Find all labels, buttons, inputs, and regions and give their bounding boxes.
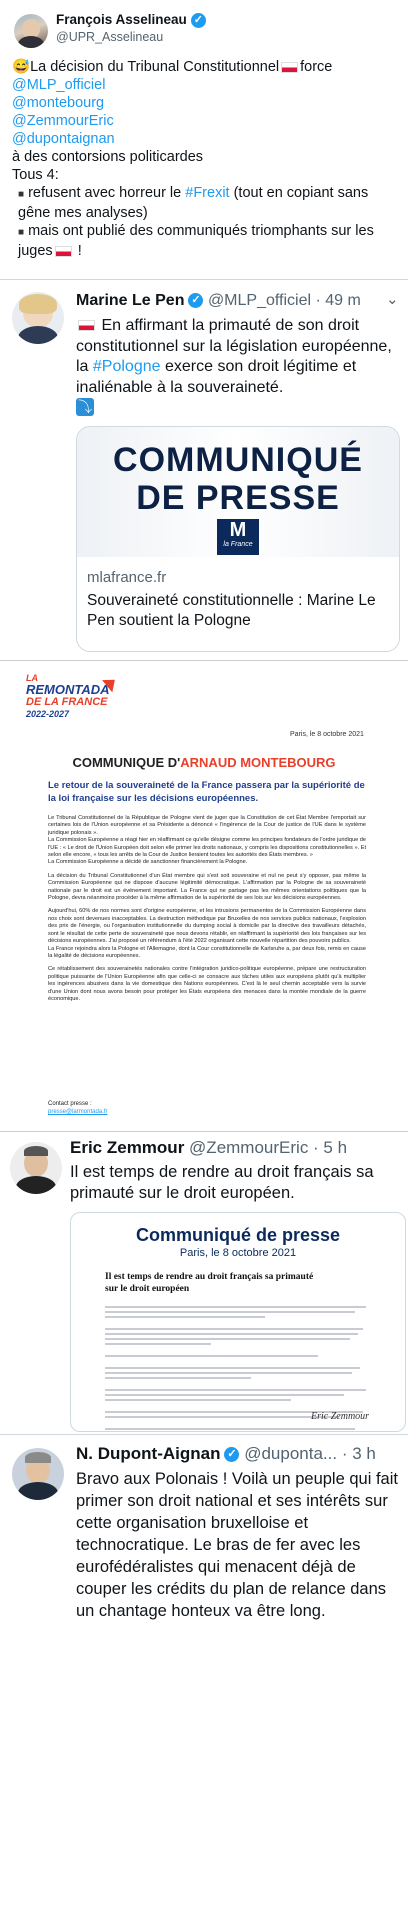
- tweet-text: Bravo aux Polonais ! Voilà un peuple qui fait primer son droit national et ses intérêts sur cette organisation bruxelloise et technocratique. Le bras de fer avec les eurofédéralistes qui menacent déjà de couper les crédits du plan de relance dans un chantage honteux va être long.: [76, 1470, 398, 1620]
- bullet-icon: ■: [18, 189, 25, 200]
- arrow-down-right-icon: ⤵: [78, 399, 92, 415]
- card-title-line2: DE PRESSE: [136, 479, 340, 517]
- tweet-text: refusent avec horreur le: [28, 185, 186, 201]
- doc-lead: Le retour de la souveraineté de la France passera par la supériorité de la loi française sur les décisions européennes.: [48, 780, 365, 804]
- attached-press-image[interactable]: [70, 1212, 406, 1432]
- tweet-text: La décision du Tribunal Constitutionnel: [30, 59, 280, 75]
- sweat-emoji-icon: 😅: [12, 59, 31, 75]
- author-name[interactable]: Marine Le Pen: [76, 292, 185, 309]
- tweet-text: (tout en copiant sans gêne mes analyses): [18, 185, 369, 221]
- tweet-text: Il est temps de rendre au droit français sa primauté sur le droit européen.: [70, 1163, 374, 1202]
- author-name[interactable]: François Asselineau: [56, 12, 187, 27]
- tweet-body: [76, 316, 398, 398]
- press-title: Communiqué de presse: [135, 1225, 341, 1245]
- card-title-line1: COMMUNIQUÉ: [113, 441, 363, 479]
- doc-contact-label: Contact presse :: [48, 1101, 92, 1107]
- tweet-time[interactable]: · 49 m: [315, 292, 361, 309]
- bullet-1: [12, 184, 398, 222]
- tweet-zemmour[interactable]: [0, 1132, 408, 1432]
- avatar-zemmour[interactable]: [10, 1142, 62, 1194]
- verified-icon: ✓: [224, 1447, 239, 1462]
- author-handle[interactable]: @UPR_Asselineau: [56, 30, 164, 44]
- tweet-text: mais ont publié des communiqués triomphants sur les juges: [18, 223, 374, 259]
- hashtag-pologne[interactable]: #Pologne: [92, 358, 161, 375]
- mention-zemmour[interactable]: @ZemmourEric: [12, 113, 114, 129]
- tweet-asselineau[interactable]: [0, 0, 408, 280]
- author-name[interactable]: N. Dupont-Aignan: [76, 1444, 221, 1463]
- doc-heading: COMMUNIQUE D'ARNAUD MONTEBOURG: [72, 755, 336, 770]
- doc-contact-email[interactable]: presse@larmontada.fr: [48, 1109, 108, 1115]
- press-heading: Il est temps de rendre au droit français sa primauté sur le droit européen: [105, 1272, 314, 1294]
- tweet-dupont-aignan[interactable]: [0, 1436, 408, 1916]
- more-icon[interactable]: ⌄: [386, 291, 399, 308]
- poland-flag-icon: [281, 62, 298, 73]
- avatar-asselineau[interactable]: [14, 14, 48, 48]
- press-date: Paris, le 8 octobre 2021: [179, 1247, 297, 1259]
- verified-icon: ✓: [191, 13, 206, 28]
- tweet-text: force: [300, 59, 333, 75]
- mention-mlp[interactable]: @MLP_officiel: [12, 77, 106, 93]
- doc-date: Paris, le 8 octobre 2021: [290, 731, 364, 738]
- tweet-text: !: [73, 243, 82, 259]
- card-headline: Souveraineté constitutionnelle : Marine Le Pen soutient la Pologne: [87, 592, 376, 629]
- rn-logo-icon: M la France: [217, 519, 259, 555]
- link-card[interactable]: [76, 426, 400, 652]
- avatar-dupont-aignan[interactable]: [12, 1448, 64, 1500]
- tweet-time[interactable]: · 3 h: [341, 1444, 376, 1463]
- tweet-text: exerce son droit légitime et inaliénable à la souveraineté.: [76, 358, 357, 396]
- author-handle[interactable]: @ZemmourEric: [189, 1138, 309, 1157]
- bullet-icon: ■: [18, 227, 25, 238]
- tweet-text: à des contorsions politicardes: [12, 149, 204, 165]
- text-line-1: [12, 58, 398, 76]
- poland-flag-icon: [78, 320, 95, 331]
- remontada-logo: LA REMONTADA DE LA FRANCE 2022-2027: [26, 673, 116, 731]
- tweet-time[interactable]: · 5 h: [313, 1138, 348, 1157]
- link-card-image: [77, 427, 399, 557]
- hashtag-frexit[interactable]: #Frexit: [185, 185, 230, 201]
- tweet-body: [12, 58, 398, 260]
- mention-montebourg[interactable]: @montebourg: [12, 95, 105, 111]
- mention-dupontaignan[interactable]: @dupontaignan: [12, 131, 115, 147]
- avatar-marine-le-pen[interactable]: [12, 292, 64, 344]
- card-domain: mlafrance.fr: [87, 569, 167, 586]
- bullet-2: [12, 222, 398, 260]
- press-signature: Eric Zemmour: [311, 1411, 370, 1422]
- author-handle[interactable]: @duponta...: [244, 1444, 338, 1463]
- tweet-text: Tous 4:: [12, 167, 59, 183]
- author-name[interactable]: Eric Zemmour: [70, 1138, 185, 1157]
- doc-body: Le Tribunal Constitutionnel de la République de Pologne vient de juger que la Constitution de cet État Membre l'emportait sur certaines lois de l'Union européenne et sa Présidente a dénoncé « l'ingérence de la Cour de justice de l'UE dans le système juridique polonais ». La Commission Européenne a réagi hier en réaffirmant ce qu'elle désigne comme les principes fondateurs de l'ordre juridique de l'UE : « Le droit de l'Union Européen doit selon elle primer les droits nationaux, y compris les dispositions constitutionnelles ». Et selon elle encore, « tous les arrêts de la Cour de Justice lieraient toutes les autorités des États membres. » La Commission Européenne a décidé de sanctionner financièrement la Pologne. La décision du Tribunal Constitutionnel d'un État membre qui s'est soit souveraine et nul ne peut s'y opposer, pas même la Commission Européenne qui ne dispose d'aucune légitimité démocratique. L'affirmation par la Pologne de sa souveraineté nationale par le droit est un événement important. La France qui ne partage pas les mêmes orientations politiques que la Pologne, devra néanmoins procéder à la même affirmation de la supériorité de ses lois sur les décisions européennes. Aujourd'hui, 60% de nos normes sont d'origine européenne, et les intrusions permanentes de la Commission Européenne dans nos choix sont devenues inacceptables. La destruction méthodique par Bruxelles de nos services publics nationaux, l'explosion des prix de l'énergie, ou l'organisation institutionnelle du dumping social à domicile par la directive des travailleurs détachés, sont le résultat de cette perte de souveraineté que nous devons rétablir, en réaffirmant la supériorité des lois françaises sur les décisions européennes. J'ai proposé un référendum à l'été 2022 organisant cette nouvelle répartition des pouvoirs publics. La France rejoindra alors la Pologne et l'Allemagne, dont la Cour constitutionnelle de Karlsruhe a, par deux fois, remis en cause la légalité de décisions européennes. Ce rétablissement des souverainetés nationales contre l'intégration juridico-politique européenne, prépare une restructuration politique puissante de l'Union Européenne afin que celle-ci se consacre aux tâches utiles aux européens plutôt qu'à multiplier les ingérences abusives dans la vie domestique des Nations européennes. C'est là le seul chemin acceptable vers la survie d'une Union dont nous avons besoin pour protéger les États européens des menaces dans la montée mondiale de la guerre économique.: [48, 815, 366, 1002]
- montebourg-press-release: [0, 660, 408, 1132]
- verified-icon: ✓: [188, 293, 203, 308]
- tweet-text: En affirmant la primauté de son droit constitutionnel sur la législation européenne, la: [76, 317, 392, 375]
- author-handle[interactable]: @MLP_officiel: [207, 292, 312, 309]
- poland-flag-icon: [55, 246, 72, 257]
